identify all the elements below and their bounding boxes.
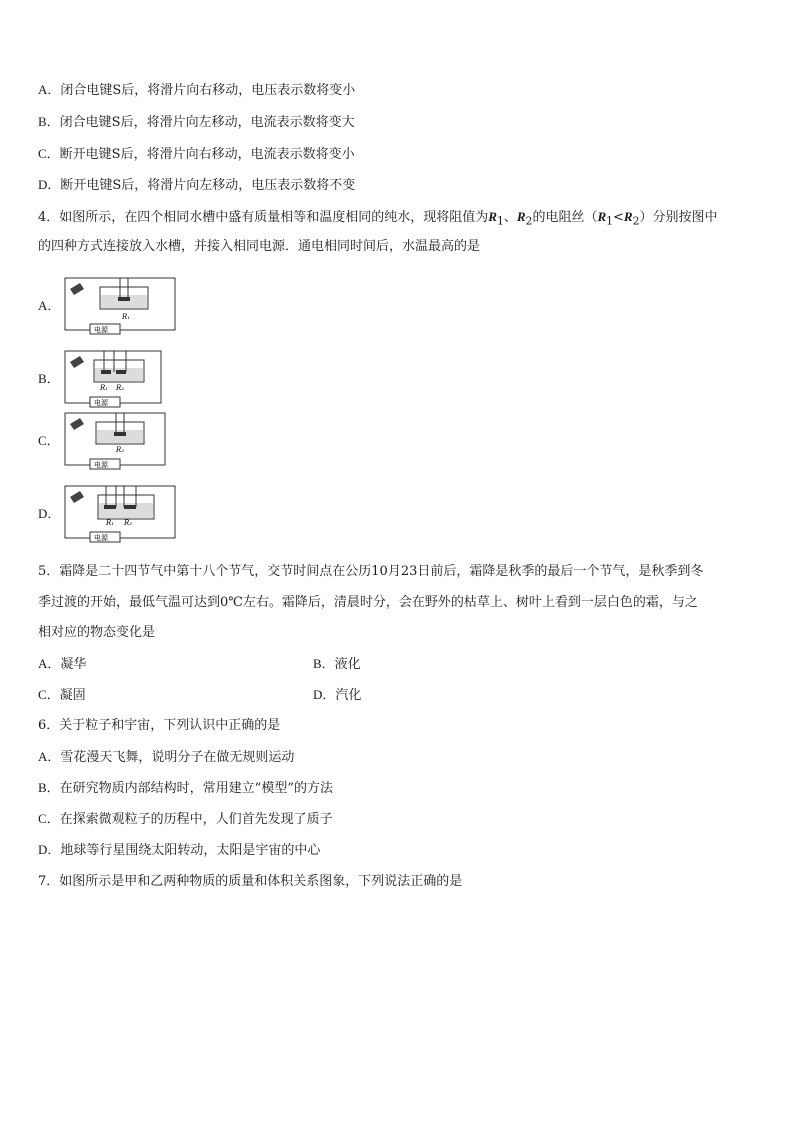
q4-text-part3: ）分别按图中 [639,210,718,225]
option-text: 雪花漫天飞舞，说明分子在做无规则运动 [60,750,295,765]
q5-stem-line2: 季过渡的开始，最低气温可达到0℃左右。霜降后，清晨时分，会在野外的枯草上、树叶上看到一层白色的霜，与之 [38,595,698,610]
switch-icon [70,418,84,430]
power-source-label: 电源 [94,326,108,334]
circuit-diagram [64,483,184,543]
option-text: 闭合电键S后，将滑片向右移动，电压表示数将变小 [60,83,356,98]
option-text: 断开电键S后，将滑片向右移动，电流表示数将变小 [59,147,355,162]
option-letter: A． [38,82,61,97]
q4-sep: 、 [503,210,517,225]
option-text: 在探索微观粒子的历程中，人们首先发现了质子 [59,812,333,827]
q4-stem-line2: 的四种方式连接放入水槽，并接入相同电源．通电相同时间后，水温最高的是 [38,239,481,254]
circuit-diagram [64,348,184,408]
q3-option-d [38,176,355,195]
option-letter: B． [313,656,335,671]
q6-text: 关于粒子和宇宙，下列认识中正确的是 [59,718,281,733]
option-letter: C． [38,811,60,826]
question-number: 6． [38,718,60,733]
figure-letter: C． [38,433,60,448]
r1-subscript-inline: 1 [606,214,614,228]
option-text: 凝华 [60,657,87,672]
r2-subscript-inline: 2 [632,214,640,228]
q7-stem [38,873,462,891]
switch-icon [70,283,84,295]
circuit-diagram [64,275,184,335]
option-letter: A． [38,749,61,764]
q4-stem-line1 [38,208,718,231]
option-letter: B． [38,780,60,795]
option-letter: C． [38,687,60,702]
q5-option-d [313,686,361,705]
option-letter: C． [38,146,60,161]
q7-text: 如图所示是甲和乙两种物质的质量和体积关系图象，下列说法正确的是 [59,874,463,889]
option-text: 液化 [334,657,361,672]
switch-icon [70,356,84,368]
less-than: < [613,210,624,225]
r2-symbol: R [516,209,526,224]
q5-stem-line1 [38,563,703,581]
figure-letter: A． [38,298,61,313]
q5-option-b [313,655,361,674]
option-text: 在研究物质内部结构时，常用建立“模型”的方法 [59,781,333,796]
option-text: 断开电键S后，将滑片向左移动，电压表示数将不变 [60,178,356,193]
power-source-label: 电源 [94,399,108,407]
resistor-label: R₁ [106,519,115,527]
resistor-label: R₂ [124,519,133,527]
option-text: 地球等行星围绕太阳转动，太阳是宇宙的中心 [60,843,321,858]
q6-stem [38,717,280,735]
resistor-label: R₁ [100,384,109,392]
q4-text-part2: 的电阻丝（ [532,210,598,225]
resistor-label: R₂ [116,446,125,454]
resistor-label: R₁ [122,313,131,321]
r1-subscript: 1 [496,214,504,228]
question-number: 4． [38,210,60,225]
r1-symbol: R [488,209,497,224]
r2-subscript: 2 [525,214,533,228]
r1-symbol-inline: R [597,209,607,224]
option-letter: D． [38,177,61,192]
circuit-diagram [64,410,184,470]
q5-text-line1: 霜降是二十四节气中第十八个节气，交节时间点在公历10月23日前后，霜降是秋季的最后一个节气，是秋季到冬 [59,564,704,579]
q3-option-b [38,113,355,132]
q5-option-c [38,686,86,705]
q5-option-a [38,655,86,674]
option-letter: B． [38,114,60,129]
question-number: 7． [38,874,60,889]
power-source-label: 电源 [94,461,108,469]
q3-option-c [38,145,355,164]
q6-option-a [38,748,294,767]
q6-option-d [38,841,320,860]
option-letter: D． [313,687,336,702]
figure-letter: D． [38,506,61,521]
q4-text-part1: 如图所示，在四个相同水槽中盛有质量相等和温度相同的纯水，现将阻值为 [59,210,489,225]
switch-icon [70,491,84,503]
q6-option-b [38,779,333,798]
option-text: 汽化 [335,688,362,703]
power-source-label: 电源 [94,534,108,542]
q3-option-a [38,81,355,100]
figure-letter: B． [38,371,60,386]
q6-option-c [38,810,333,829]
q5-stem-line3: 相对应的物态变化是 [38,625,156,640]
option-text: 凝固 [59,688,86,703]
question-number: 5． [38,564,60,579]
r2-symbol-inline: R [623,209,633,224]
resistor-label: R₂ [116,384,125,392]
option-letter: A． [38,656,61,671]
option-text: 闭合电键S后，将滑片向左移动，电流表示数将变大 [59,115,355,130]
option-letter: D． [38,842,61,857]
